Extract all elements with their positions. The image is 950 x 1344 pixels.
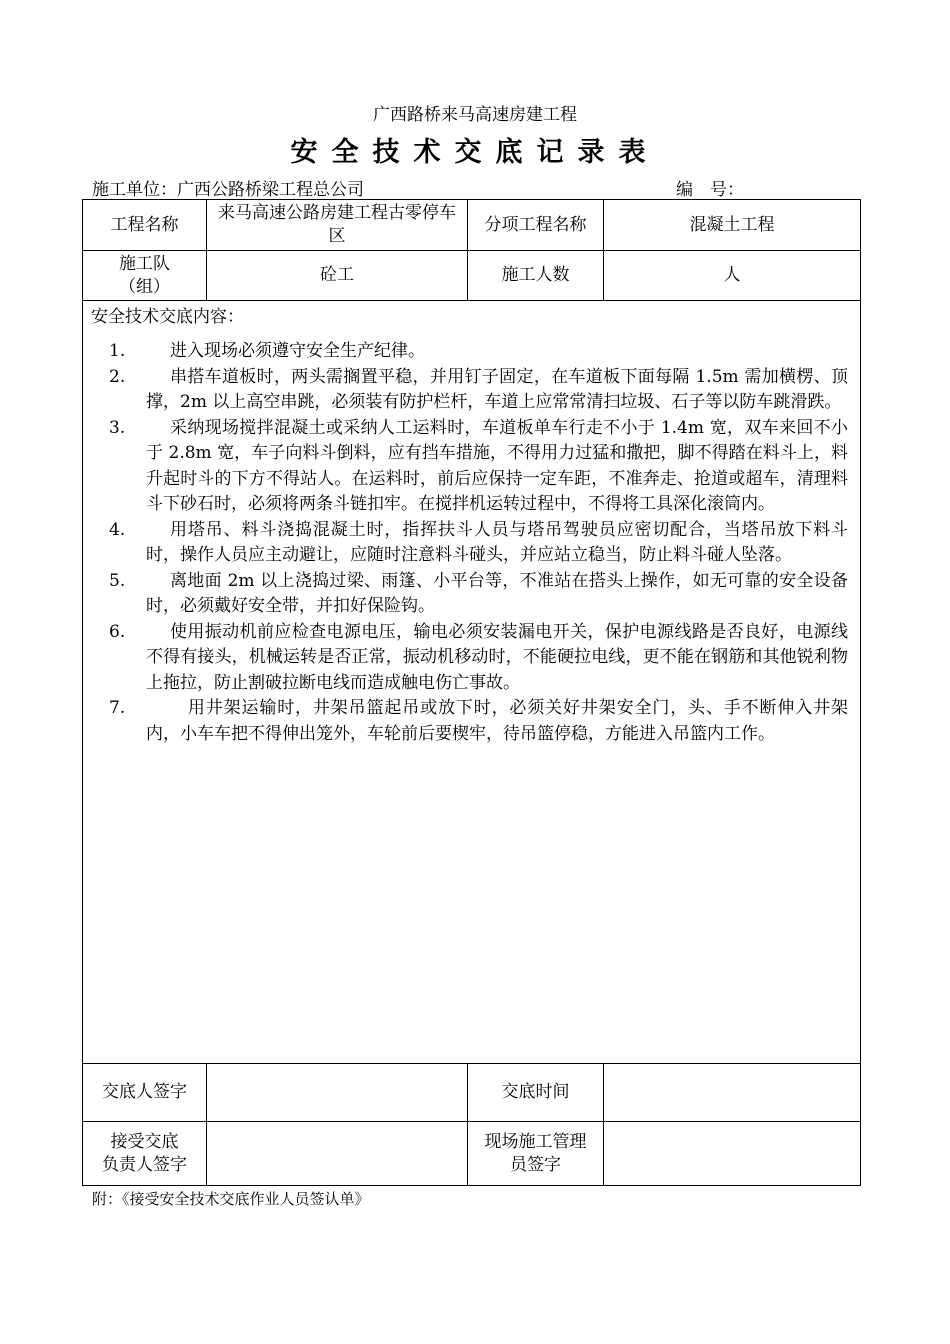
- list-item: [91, 416, 852, 518]
- safety-briefing-form: [82, 199, 861, 1186]
- item-text: 采纳现场搅拌混凝土或采纳人工运料时，车道板单车行走不小于 1.4m 宽，双车来回不小于 2.8m 宽，车子向料斗倒料，应有挡车措施，不得用力过猛和撒把，脚不得踏在料斗上，料升起时斗的下方不得站人。在运料时，前后应保持一定车距，不准奔走、抢道或超车，清理料斗下砂石时，必须将两条斗链扣牢。在搅拌机运转过程中，不得将工具深化滚筒内。: [146, 417, 848, 514]
- sub-project-value: 混凝土工程: [604, 200, 861, 251]
- receiver-label-line2: 负责人签字: [102, 1154, 187, 1175]
- item-number: 1.: [109, 341, 126, 361]
- list-item: [91, 696, 852, 747]
- item-text: 用塔吊、料斗浇捣混凝土时，指挥扶斗人员与塔吊驾驶员应密切配合，当塔吊放下料斗时，操作人员应主动避让，应随时注意料斗碰头，并应站立稳当，防止料斗碰人坠落。: [146, 519, 848, 565]
- team-label: 施工队（组）: [83, 251, 207, 301]
- project-name-value: 来马高速公路房建工程古零停车区: [207, 200, 468, 251]
- manager-signature-label: [468, 1122, 604, 1186]
- manager-signature-field[interactable]: [604, 1122, 861, 1186]
- item-number: 5.: [109, 570, 126, 591]
- receiver-label-line1: 接受交底: [110, 1131, 179, 1152]
- manager-label-line1: 现场施工管理: [484, 1131, 587, 1152]
- list-item: [91, 569, 852, 620]
- document-subtitle: 广西路桥来马高速房建工程: [373, 105, 577, 125]
- briefing-items: [91, 339, 852, 747]
- sub-project-label: 分项工程名称: [468, 200, 604, 251]
- briefing-time-label: 交底时间: [468, 1064, 604, 1122]
- list-item: [91, 339, 852, 365]
- attachment-note: 附：《接受安全技术交底作业人员签认单》: [92, 1190, 370, 1208]
- item-text: 离地面 2m 以上浇捣过梁、雨篷、小平台等，不准站在搭头上操作，如无可靠的安全设备时，必须戴好安全带，并扣好保险钩。: [146, 570, 848, 616]
- item-number: 2.: [109, 366, 126, 387]
- project-name-label: 工程名称: [83, 200, 207, 251]
- item-text: 进入现场必须遵守安全生产纪律。: [170, 341, 425, 361]
- workers-label: 施工人数: [468, 251, 604, 301]
- item-number: 6.: [109, 621, 126, 642]
- presenter-signature-label: 交底人签字: [83, 1064, 207, 1122]
- content-heading: 安全技术交底内容：: [91, 307, 244, 327]
- item-text: 使用振动机前应检查电源电压，输电必须安装漏电开关，保护电源线路是否良好，电源线不得有接头，机械运转是否正常，振动机移动时，不能硬拉电线，更不能在钢筋和其他锐利物上拖拉，防止割破拉断电线而造成触电伤亡事故。: [146, 621, 848, 693]
- list-item: [91, 518, 852, 569]
- briefing-content: [83, 301, 861, 1064]
- item-text: 串搭车道板时，两头需搁置平稳，并用钉子固定，在车道板下面每隔 1.5m 需加横楞、顶撑，2m 以上高空串跳，必须装有防护栏杆，车道上应常常清扫垃圾、石子等以防车跳滑跌。: [146, 366, 848, 412]
- receiver-signature-field[interactable]: [207, 1122, 468, 1186]
- item-text: 用井架运输时，井架吊篮起吊或放下时，必须关好井架安全门，头、手不断伸入井架内，小车车把不得伸出笼外，车轮前后要楔牢，待吊篮停稳，方能进入吊篮内工作。: [146, 698, 848, 744]
- presenter-signature-field[interactable]: [207, 1064, 468, 1122]
- document-title: 安全技术交底记录表: [290, 137, 660, 168]
- item-number: 7.: [109, 698, 126, 718]
- briefing-time-field[interactable]: [604, 1064, 861, 1122]
- item-number: 4.: [109, 519, 126, 540]
- team-value: 砼工: [207, 251, 468, 301]
- serial-number-label: 编 号：: [676, 180, 744, 200]
- item-number: 3.: [109, 417, 126, 438]
- construction-unit-label: 施工单位：广西公路桥梁工程总公司: [92, 180, 364, 200]
- workers-value: 人: [604, 251, 861, 301]
- manager-label-line2: 员签字: [510, 1154, 561, 1175]
- list-item: [91, 620, 852, 697]
- list-item: [91, 365, 852, 416]
- receiver-signature-label: [83, 1122, 207, 1186]
